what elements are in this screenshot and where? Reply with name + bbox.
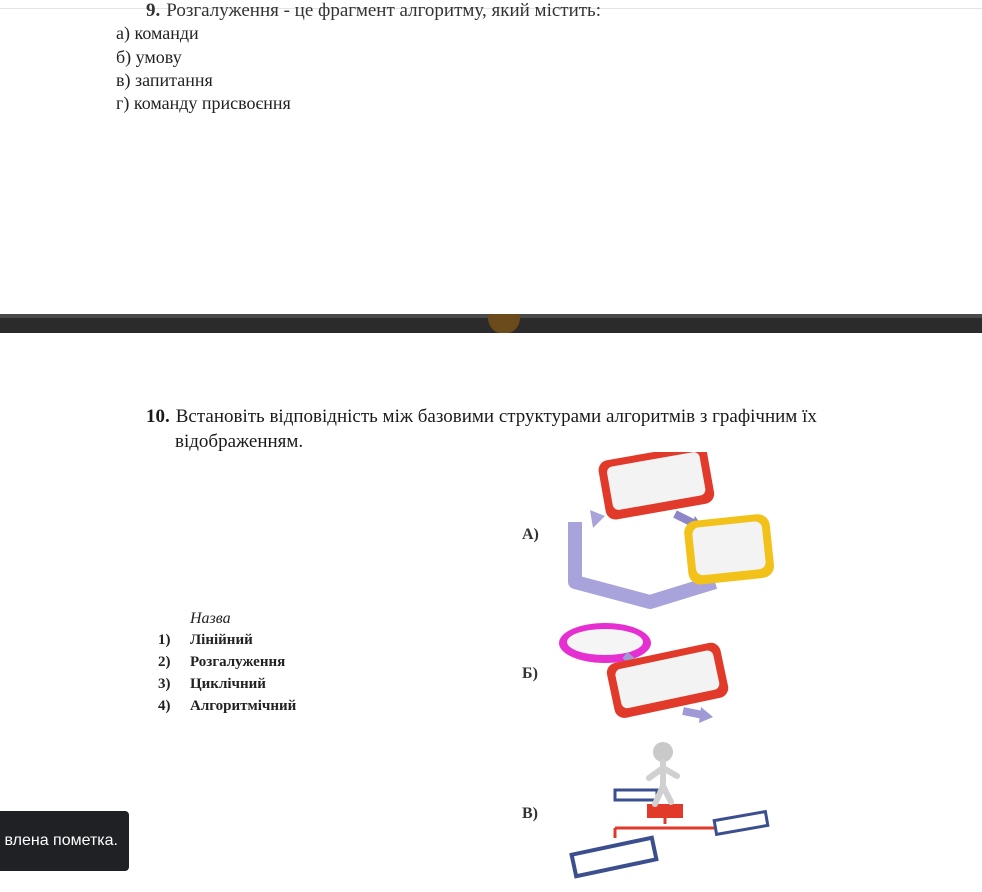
question-10-text-line2: відображенням.	[175, 431, 304, 452]
block-bottom-left	[572, 838, 657, 877]
page-separator-band	[0, 314, 982, 333]
flowchart-image-b	[555, 615, 735, 735]
name-label-3: Циклічний	[190, 676, 266, 692]
loop-arrowhead	[590, 510, 605, 528]
q9-option-d: г) команду присвоєння	[116, 93, 291, 113]
name-num-2: 2)	[158, 654, 171, 670]
q9-option-c: в) запитання	[116, 70, 213, 90]
name-label-2: Розгалуження	[190, 654, 286, 670]
name-num-3: 3)	[158, 676, 171, 692]
band-avatar	[488, 314, 520, 333]
name-label-4: Алгоритмічний	[190, 698, 297, 714]
name-item-3	[158, 676, 266, 693]
question-9-number: 9.	[146, 1, 161, 21]
yellow-block-face	[692, 521, 767, 576]
flowchart-image-c	[555, 738, 785, 888]
arrow-b2-head	[699, 707, 713, 723]
flowchart-image-a	[555, 452, 780, 612]
small-block-left	[615, 790, 657, 800]
question-9-title	[146, 1, 601, 21]
notification-toast	[0, 811, 129, 871]
magenta-oval-face	[567, 629, 643, 655]
question-10-text-line1: Встановіть відповідність між базовими структурами алгоритмів з графічним їх	[175, 406, 817, 427]
question-10	[146, 404, 886, 454]
toast-text: влена пометка.	[4, 832, 118, 849]
image-label-c: В)	[522, 805, 538, 822]
question-10-number: 10.	[146, 406, 170, 427]
q9-option-a: а) команди	[116, 23, 199, 43]
name-num-4: 4)	[158, 698, 171, 714]
name-item-4	[158, 698, 296, 715]
image-label-a: А)	[522, 526, 539, 543]
q9-option-b: б) умову	[116, 47, 182, 67]
block-right	[714, 812, 768, 835]
arrow-b2	[683, 711, 703, 715]
question-9-text: Розгалуження - це фрагмент алгоритму, який містить:	[166, 1, 602, 21]
name-item-2	[158, 654, 285, 671]
names-header: Назва	[190, 610, 231, 627]
name-item-1	[158, 632, 253, 649]
name-label-1: Лінійний	[190, 632, 253, 648]
name-num-1: 1)	[158, 632, 171, 648]
image-label-b: Б)	[522, 665, 538, 682]
decision-block	[647, 804, 683, 818]
